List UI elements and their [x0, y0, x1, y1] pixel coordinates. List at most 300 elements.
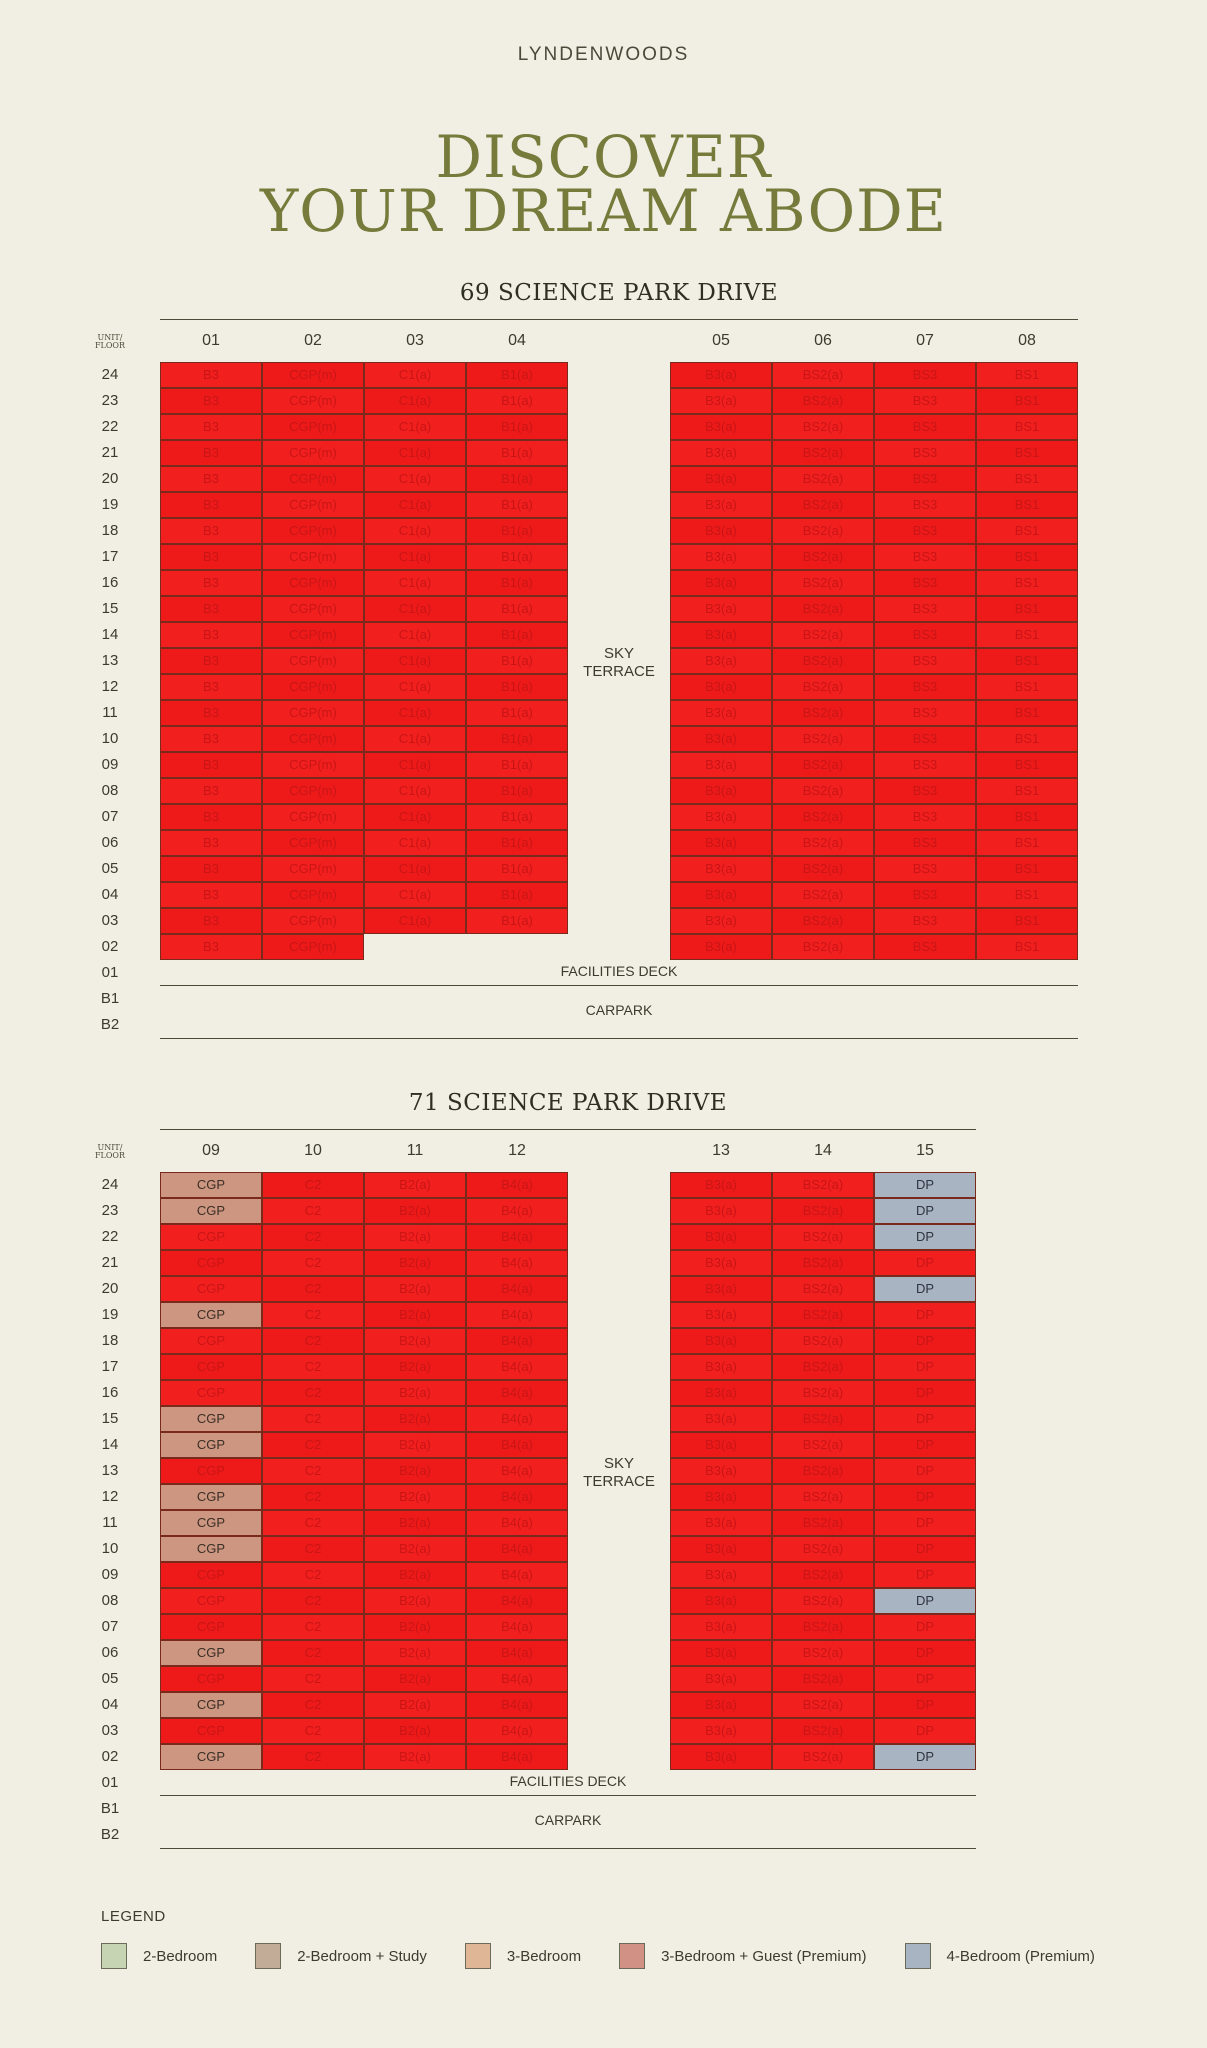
- unit-cell[interactable]: C1(a): [364, 856, 466, 882]
- unit-cell[interactable]: B1(a): [466, 804, 568, 830]
- unit-cell[interactable]: C2: [262, 1302, 364, 1328]
- unit-cell[interactable]: B3(a): [670, 466, 772, 492]
- unit-cell[interactable]: C1(a): [364, 882, 466, 908]
- unit-cell[interactable]: DP: [874, 1562, 976, 1588]
- unit-cell[interactable]: C1(a): [364, 388, 466, 414]
- unit-cell[interactable]: BS3: [874, 388, 976, 414]
- unit-cell[interactable]: DP: [874, 1198, 976, 1224]
- unit-cell[interactable]: BS2(a): [772, 648, 874, 674]
- unit-cell[interactable]: CGP: [160, 1406, 262, 1432]
- unit-cell[interactable]: B3: [160, 466, 262, 492]
- unit-cell[interactable]: DP: [874, 1432, 976, 1458]
- unit-cell[interactable]: DP: [874, 1588, 976, 1614]
- unit-cell[interactable]: CGP: [160, 1354, 262, 1380]
- unit-cell[interactable]: BS2(a): [772, 700, 874, 726]
- unit-cell[interactable]: B2(a): [364, 1510, 466, 1536]
- unit-cell[interactable]: B4(a): [466, 1640, 568, 1666]
- unit-cell[interactable]: B2(a): [364, 1380, 466, 1406]
- unit-cell[interactable]: CGP(m): [262, 362, 364, 388]
- unit-cell[interactable]: BS3: [874, 882, 976, 908]
- unit-cell[interactable]: B1(a): [466, 882, 568, 908]
- unit-cell[interactable]: CGP(m): [262, 544, 364, 570]
- unit-cell[interactable]: B2(a): [364, 1250, 466, 1276]
- unit-cell[interactable]: B3(a): [670, 1692, 772, 1718]
- unit-cell[interactable]: B3(a): [670, 1328, 772, 1354]
- unit-cell[interactable]: BS2(a): [772, 1380, 874, 1406]
- unit-cell[interactable]: B4(a): [466, 1432, 568, 1458]
- unit-cell[interactable]: BS2(a): [772, 934, 874, 960]
- unit-cell[interactable]: B2(a): [364, 1198, 466, 1224]
- unit-cell[interactable]: C2: [262, 1354, 364, 1380]
- unit-cell[interactable]: B3(a): [670, 752, 772, 778]
- unit-cell[interactable]: BS2(a): [772, 1640, 874, 1666]
- unit-cell[interactable]: BS2(a): [772, 1302, 874, 1328]
- unit-cell[interactable]: C1(a): [364, 414, 466, 440]
- unit-cell[interactable]: B3: [160, 570, 262, 596]
- unit-cell[interactable]: B3(a): [670, 648, 772, 674]
- unit-cell[interactable]: CGP(m): [262, 466, 364, 492]
- unit-cell[interactable]: B3(a): [670, 1744, 772, 1770]
- unit-cell[interactable]: B3: [160, 596, 262, 622]
- unit-cell[interactable]: BS2(a): [772, 1562, 874, 1588]
- unit-cell[interactable]: B3: [160, 804, 262, 830]
- unit-cell[interactable]: BS1: [976, 492, 1078, 518]
- unit-cell[interactable]: BS2(a): [772, 1484, 874, 1510]
- unit-cell[interactable]: B3(a): [670, 1536, 772, 1562]
- unit-cell[interactable]: B4(a): [466, 1536, 568, 1562]
- unit-cell[interactable]: BS2(a): [772, 1198, 874, 1224]
- unit-cell[interactable]: B1(a): [466, 466, 568, 492]
- unit-cell[interactable]: CGP(m): [262, 856, 364, 882]
- unit-cell[interactable]: B3: [160, 908, 262, 934]
- unit-cell[interactable]: B1(a): [466, 856, 568, 882]
- unit-cell[interactable]: BS2(a): [772, 1614, 874, 1640]
- unit-cell[interactable]: B1(a): [466, 726, 568, 752]
- unit-cell[interactable]: CGP: [160, 1484, 262, 1510]
- unit-cell[interactable]: CGP: [160, 1380, 262, 1406]
- unit-cell[interactable]: BS2(a): [772, 856, 874, 882]
- unit-cell[interactable]: CGP(m): [262, 414, 364, 440]
- unit-cell[interactable]: B2(a): [364, 1172, 466, 1198]
- unit-cell[interactable]: B2(a): [364, 1666, 466, 1692]
- unit-cell[interactable]: BS3: [874, 414, 976, 440]
- unit-cell[interactable]: B4(a): [466, 1250, 568, 1276]
- unit-cell[interactable]: BS1: [976, 622, 1078, 648]
- unit-cell[interactable]: BS1: [976, 544, 1078, 570]
- unit-cell[interactable]: BS3: [874, 752, 976, 778]
- unit-cell[interactable]: B3: [160, 440, 262, 466]
- unit-cell[interactable]: BS3: [874, 544, 976, 570]
- unit-cell[interactable]: B3(a): [670, 622, 772, 648]
- unit-cell[interactable]: B3: [160, 700, 262, 726]
- unit-cell[interactable]: B1(a): [466, 518, 568, 544]
- unit-cell[interactable]: C2: [262, 1406, 364, 1432]
- unit-cell[interactable]: BS3: [874, 518, 976, 544]
- unit-cell[interactable]: B3: [160, 518, 262, 544]
- unit-cell[interactable]: CGP(m): [262, 908, 364, 934]
- unit-cell[interactable]: C2: [262, 1484, 364, 1510]
- unit-cell[interactable]: B4(a): [466, 1510, 568, 1536]
- unit-cell[interactable]: DP: [874, 1718, 976, 1744]
- unit-cell[interactable]: CGP: [160, 1224, 262, 1250]
- unit-cell[interactable]: C1(a): [364, 570, 466, 596]
- unit-cell[interactable]: DP: [874, 1484, 976, 1510]
- unit-cell[interactable]: B1(a): [466, 648, 568, 674]
- unit-cell[interactable]: B3: [160, 544, 262, 570]
- unit-cell[interactable]: C1(a): [364, 622, 466, 648]
- unit-cell[interactable]: CGP(m): [262, 622, 364, 648]
- unit-cell[interactable]: DP: [874, 1250, 976, 1276]
- unit-cell[interactable]: B4(a): [466, 1406, 568, 1432]
- unit-cell[interactable]: DP: [874, 1380, 976, 1406]
- unit-cell[interactable]: B3(a): [670, 518, 772, 544]
- unit-cell[interactable]: B1(a): [466, 362, 568, 388]
- unit-cell[interactable]: B3(a): [670, 1250, 772, 1276]
- unit-cell[interactable]: B1(a): [466, 908, 568, 934]
- unit-cell[interactable]: BS1: [976, 388, 1078, 414]
- unit-cell[interactable]: C1(a): [364, 700, 466, 726]
- unit-cell[interactable]: C2: [262, 1198, 364, 1224]
- unit-cell[interactable]: CGP(m): [262, 518, 364, 544]
- unit-cell[interactable]: C2: [262, 1432, 364, 1458]
- unit-cell[interactable]: CGP: [160, 1250, 262, 1276]
- unit-cell[interactable]: B1(a): [466, 778, 568, 804]
- unit-cell[interactable]: B3(a): [670, 674, 772, 700]
- unit-cell[interactable]: BS1: [976, 804, 1078, 830]
- unit-cell[interactable]: CGP: [160, 1276, 262, 1302]
- unit-cell[interactable]: BS2(a): [772, 466, 874, 492]
- unit-cell[interactable]: B3: [160, 726, 262, 752]
- unit-cell[interactable]: C2: [262, 1718, 364, 1744]
- unit-cell[interactable]: BS2(a): [772, 882, 874, 908]
- unit-cell[interactable]: BS1: [976, 882, 1078, 908]
- unit-cell[interactable]: B3(a): [670, 1484, 772, 1510]
- unit-cell[interactable]: B3: [160, 648, 262, 674]
- unit-cell[interactable]: CGP: [160, 1588, 262, 1614]
- unit-cell[interactable]: B4(a): [466, 1588, 568, 1614]
- unit-cell[interactable]: C2: [262, 1588, 364, 1614]
- unit-cell[interactable]: C1(a): [364, 648, 466, 674]
- unit-cell[interactable]: BS3: [874, 934, 976, 960]
- unit-cell[interactable]: BS2(a): [772, 388, 874, 414]
- unit-cell[interactable]: C2: [262, 1172, 364, 1198]
- unit-cell[interactable]: B4(a): [466, 1224, 568, 1250]
- unit-cell[interactable]: B3(a): [670, 1224, 772, 1250]
- unit-cell[interactable]: B1(a): [466, 830, 568, 856]
- unit-cell[interactable]: DP: [874, 1640, 976, 1666]
- unit-cell[interactable]: C1(a): [364, 544, 466, 570]
- unit-cell[interactable]: BS2(a): [772, 414, 874, 440]
- unit-cell[interactable]: BS2(a): [772, 596, 874, 622]
- unit-cell[interactable]: C2: [262, 1666, 364, 1692]
- unit-cell[interactable]: B4(a): [466, 1744, 568, 1770]
- unit-cell[interactable]: B3(a): [670, 778, 772, 804]
- unit-cell[interactable]: BS1: [976, 908, 1078, 934]
- unit-cell[interactable]: C2: [262, 1276, 364, 1302]
- unit-cell[interactable]: C1(a): [364, 830, 466, 856]
- unit-cell[interactable]: B3(a): [670, 830, 772, 856]
- unit-cell[interactable]: B4(a): [466, 1380, 568, 1406]
- unit-cell[interactable]: C1(a): [364, 778, 466, 804]
- unit-cell[interactable]: C1(a): [364, 362, 466, 388]
- unit-cell[interactable]: B3(a): [670, 1588, 772, 1614]
- unit-cell[interactable]: CGP(m): [262, 752, 364, 778]
- unit-cell[interactable]: B3: [160, 414, 262, 440]
- unit-cell[interactable]: BS3: [874, 908, 976, 934]
- unit-cell[interactable]: B2(a): [364, 1302, 466, 1328]
- unit-cell[interactable]: BS1: [976, 700, 1078, 726]
- unit-cell[interactable]: B3(a): [670, 492, 772, 518]
- unit-cell[interactable]: C2: [262, 1510, 364, 1536]
- unit-cell[interactable]: BS2(a): [772, 1458, 874, 1484]
- unit-cell[interactable]: B4(a): [466, 1562, 568, 1588]
- unit-cell[interactable]: BS2(a): [772, 778, 874, 804]
- unit-cell[interactable]: CGP(m): [262, 440, 364, 466]
- unit-cell[interactable]: B1(a): [466, 596, 568, 622]
- unit-cell[interactable]: B3: [160, 388, 262, 414]
- unit-cell[interactable]: CGP: [160, 1562, 262, 1588]
- unit-cell[interactable]: B4(a): [466, 1276, 568, 1302]
- unit-cell[interactable]: BS1: [976, 752, 1078, 778]
- unit-cell[interactable]: BS3: [874, 440, 976, 466]
- unit-cell[interactable]: B1(a): [466, 752, 568, 778]
- unit-cell[interactable]: B3: [160, 622, 262, 648]
- unit-cell[interactable]: BS1: [976, 830, 1078, 856]
- unit-cell[interactable]: B4(a): [466, 1198, 568, 1224]
- unit-cell[interactable]: C2: [262, 1536, 364, 1562]
- unit-cell[interactable]: BS2(a): [772, 1536, 874, 1562]
- unit-cell[interactable]: B4(a): [466, 1614, 568, 1640]
- unit-cell[interactable]: C2: [262, 1458, 364, 1484]
- unit-cell[interactable]: CGP: [160, 1458, 262, 1484]
- unit-cell[interactable]: BS1: [976, 726, 1078, 752]
- unit-cell[interactable]: C1(a): [364, 726, 466, 752]
- unit-cell[interactable]: B2(a): [364, 1484, 466, 1510]
- unit-cell[interactable]: B2(a): [364, 1354, 466, 1380]
- unit-cell[interactable]: B1(a): [466, 414, 568, 440]
- unit-cell[interactable]: BS1: [976, 596, 1078, 622]
- unit-cell[interactable]: B3: [160, 856, 262, 882]
- unit-cell[interactable]: BS2(a): [772, 1588, 874, 1614]
- unit-cell[interactable]: CGP(m): [262, 648, 364, 674]
- unit-cell[interactable]: CGP(m): [262, 674, 364, 700]
- unit-cell[interactable]: C2: [262, 1640, 364, 1666]
- unit-cell[interactable]: CGP: [160, 1198, 262, 1224]
- unit-cell[interactable]: BS3: [874, 596, 976, 622]
- unit-cell[interactable]: B3(a): [670, 908, 772, 934]
- unit-cell[interactable]: BS2(a): [772, 1172, 874, 1198]
- unit-cell[interactable]: CGP: [160, 1640, 262, 1666]
- unit-cell[interactable]: B3: [160, 882, 262, 908]
- unit-cell[interactable]: B3(a): [670, 544, 772, 570]
- unit-cell[interactable]: CGP(m): [262, 830, 364, 856]
- unit-cell[interactable]: B3(a): [670, 1406, 772, 1432]
- unit-cell[interactable]: CGP(m): [262, 492, 364, 518]
- unit-cell[interactable]: B2(a): [364, 1692, 466, 1718]
- unit-cell[interactable]: BS1: [976, 440, 1078, 466]
- unit-cell[interactable]: B2(a): [364, 1406, 466, 1432]
- unit-cell[interactable]: B2(a): [364, 1640, 466, 1666]
- unit-cell[interactable]: B3(a): [670, 1562, 772, 1588]
- unit-cell[interactable]: BS3: [874, 648, 976, 674]
- unit-cell[interactable]: B2(a): [364, 1744, 466, 1770]
- unit-cell[interactable]: B3(a): [670, 570, 772, 596]
- unit-cell[interactable]: BS2(a): [772, 1510, 874, 1536]
- unit-cell[interactable]: B4(a): [466, 1172, 568, 1198]
- unit-cell[interactable]: CGP: [160, 1172, 262, 1198]
- unit-cell[interactable]: DP: [874, 1276, 976, 1302]
- unit-cell[interactable]: C2: [262, 1614, 364, 1640]
- unit-cell[interactable]: BS3: [874, 362, 976, 388]
- unit-cell[interactable]: BS1: [976, 414, 1078, 440]
- unit-cell[interactable]: DP: [874, 1224, 976, 1250]
- unit-cell[interactable]: BS3: [874, 674, 976, 700]
- unit-cell[interactable]: B3(a): [670, 1718, 772, 1744]
- unit-cell[interactable]: C2: [262, 1744, 364, 1770]
- unit-cell[interactable]: CGP: [160, 1328, 262, 1354]
- unit-cell[interactable]: C1(a): [364, 908, 466, 934]
- unit-cell[interactable]: DP: [874, 1172, 976, 1198]
- unit-cell[interactable]: BS1: [976, 570, 1078, 596]
- unit-cell[interactable]: BS2(a): [772, 674, 874, 700]
- unit-cell[interactable]: B3: [160, 934, 262, 960]
- unit-cell[interactable]: DP: [874, 1744, 976, 1770]
- unit-cell[interactable]: BS3: [874, 830, 976, 856]
- unit-cell[interactable]: C2: [262, 1224, 364, 1250]
- unit-cell[interactable]: B1(a): [466, 622, 568, 648]
- unit-cell[interactable]: B3(a): [670, 596, 772, 622]
- unit-cell[interactable]: CGP: [160, 1536, 262, 1562]
- unit-cell[interactable]: B1(a): [466, 544, 568, 570]
- unit-cell[interactable]: BS2(a): [772, 1250, 874, 1276]
- unit-cell[interactable]: DP: [874, 1458, 976, 1484]
- unit-cell[interactable]: B2(a): [364, 1432, 466, 1458]
- unit-cell[interactable]: CGP: [160, 1744, 262, 1770]
- unit-cell[interactable]: DP: [874, 1692, 976, 1718]
- unit-cell[interactable]: CGP: [160, 1614, 262, 1640]
- unit-cell[interactable]: DP: [874, 1354, 976, 1380]
- unit-cell[interactable]: BS3: [874, 856, 976, 882]
- unit-cell[interactable]: B3: [160, 752, 262, 778]
- unit-cell[interactable]: BS2(a): [772, 1224, 874, 1250]
- unit-cell[interactable]: B4(a): [466, 1692, 568, 1718]
- unit-cell[interactable]: B2(a): [364, 1614, 466, 1640]
- unit-cell[interactable]: C1(a): [364, 440, 466, 466]
- unit-cell[interactable]: BS2(a): [772, 752, 874, 778]
- unit-cell[interactable]: C2: [262, 1562, 364, 1588]
- unit-cell[interactable]: DP: [874, 1328, 976, 1354]
- unit-cell[interactable]: B3(a): [670, 804, 772, 830]
- unit-cell[interactable]: BS1: [976, 518, 1078, 544]
- unit-cell[interactable]: DP: [874, 1406, 976, 1432]
- unit-cell[interactable]: B4(a): [466, 1666, 568, 1692]
- unit-cell[interactable]: DP: [874, 1536, 976, 1562]
- unit-cell[interactable]: CGP: [160, 1692, 262, 1718]
- unit-cell[interactable]: BS1: [976, 362, 1078, 388]
- unit-cell[interactable]: CGP: [160, 1432, 262, 1458]
- unit-cell[interactable]: B3: [160, 674, 262, 700]
- unit-cell[interactable]: DP: [874, 1614, 976, 1640]
- unit-cell[interactable]: BS2(a): [772, 1666, 874, 1692]
- unit-cell[interactable]: B2(a): [364, 1562, 466, 1588]
- unit-cell[interactable]: B2(a): [364, 1536, 466, 1562]
- unit-cell[interactable]: DP: [874, 1302, 976, 1328]
- unit-cell[interactable]: B2(a): [364, 1276, 466, 1302]
- unit-cell[interactable]: BS2(a): [772, 726, 874, 752]
- unit-cell[interactable]: BS3: [874, 622, 976, 648]
- unit-cell[interactable]: B3(a): [670, 1432, 772, 1458]
- unit-cell[interactable]: B2(a): [364, 1588, 466, 1614]
- unit-cell[interactable]: BS2(a): [772, 1432, 874, 1458]
- unit-cell[interactable]: B4(a): [466, 1302, 568, 1328]
- unit-cell[interactable]: BS1: [976, 466, 1078, 492]
- unit-cell[interactable]: B1(a): [466, 492, 568, 518]
- unit-cell[interactable]: C2: [262, 1380, 364, 1406]
- unit-cell[interactable]: C1(a): [364, 596, 466, 622]
- unit-cell[interactable]: CGP(m): [262, 726, 364, 752]
- unit-cell[interactable]: BS2(a): [772, 1406, 874, 1432]
- unit-cell[interactable]: BS2(a): [772, 1276, 874, 1302]
- unit-cell[interactable]: B3(a): [670, 856, 772, 882]
- unit-cell[interactable]: B3(a): [670, 1458, 772, 1484]
- unit-cell[interactable]: CGP(m): [262, 882, 364, 908]
- unit-cell[interactable]: BS3: [874, 570, 976, 596]
- unit-cell[interactable]: B3(a): [670, 414, 772, 440]
- unit-cell[interactable]: BS1: [976, 934, 1078, 960]
- unit-cell[interactable]: B2(a): [364, 1458, 466, 1484]
- unit-cell[interactable]: B1(a): [466, 700, 568, 726]
- unit-cell[interactable]: B3(a): [670, 1302, 772, 1328]
- unit-cell[interactable]: CGP(m): [262, 778, 364, 804]
- unit-cell[interactable]: CGP(m): [262, 388, 364, 414]
- unit-cell[interactable]: CGP: [160, 1718, 262, 1744]
- unit-cell[interactable]: C1(a): [364, 466, 466, 492]
- unit-cell[interactable]: B4(a): [466, 1484, 568, 1510]
- unit-cell[interactable]: BS2(a): [772, 1718, 874, 1744]
- unit-cell[interactable]: BS3: [874, 778, 976, 804]
- unit-cell[interactable]: B1(a): [466, 388, 568, 414]
- unit-cell[interactable]: B3(a): [670, 882, 772, 908]
- unit-cell[interactable]: CGP: [160, 1510, 262, 1536]
- unit-cell[interactable]: BS2(a): [772, 622, 874, 648]
- unit-cell[interactable]: B1(a): [466, 440, 568, 466]
- unit-cell[interactable]: B2(a): [364, 1328, 466, 1354]
- unit-cell[interactable]: B3(a): [670, 440, 772, 466]
- unit-cell[interactable]: BS3: [874, 466, 976, 492]
- unit-cell[interactable]: BS2(a): [772, 570, 874, 596]
- unit-cell[interactable]: BS1: [976, 778, 1078, 804]
- unit-cell[interactable]: CGP: [160, 1302, 262, 1328]
- unit-cell[interactable]: B3(a): [670, 934, 772, 960]
- unit-cell[interactable]: B1(a): [466, 570, 568, 596]
- unit-cell[interactable]: B3(a): [670, 1198, 772, 1224]
- unit-cell[interactable]: B3(a): [670, 1172, 772, 1198]
- unit-cell[interactable]: C1(a): [364, 804, 466, 830]
- unit-cell[interactable]: B3(a): [670, 1666, 772, 1692]
- unit-cell[interactable]: BS3: [874, 492, 976, 518]
- unit-cell[interactable]: C2: [262, 1692, 364, 1718]
- unit-cell[interactable]: BS2(a): [772, 1692, 874, 1718]
- unit-cell[interactable]: CGP(m): [262, 804, 364, 830]
- unit-cell[interactable]: BS3: [874, 700, 976, 726]
- unit-cell[interactable]: BS3: [874, 804, 976, 830]
- unit-cell[interactable]: B3: [160, 830, 262, 856]
- unit-cell[interactable]: BS2(a): [772, 830, 874, 856]
- unit-cell[interactable]: B4(a): [466, 1354, 568, 1380]
- unit-cell[interactable]: B3: [160, 778, 262, 804]
- unit-cell[interactable]: B3(a): [670, 1276, 772, 1302]
- unit-cell[interactable]: C2: [262, 1250, 364, 1276]
